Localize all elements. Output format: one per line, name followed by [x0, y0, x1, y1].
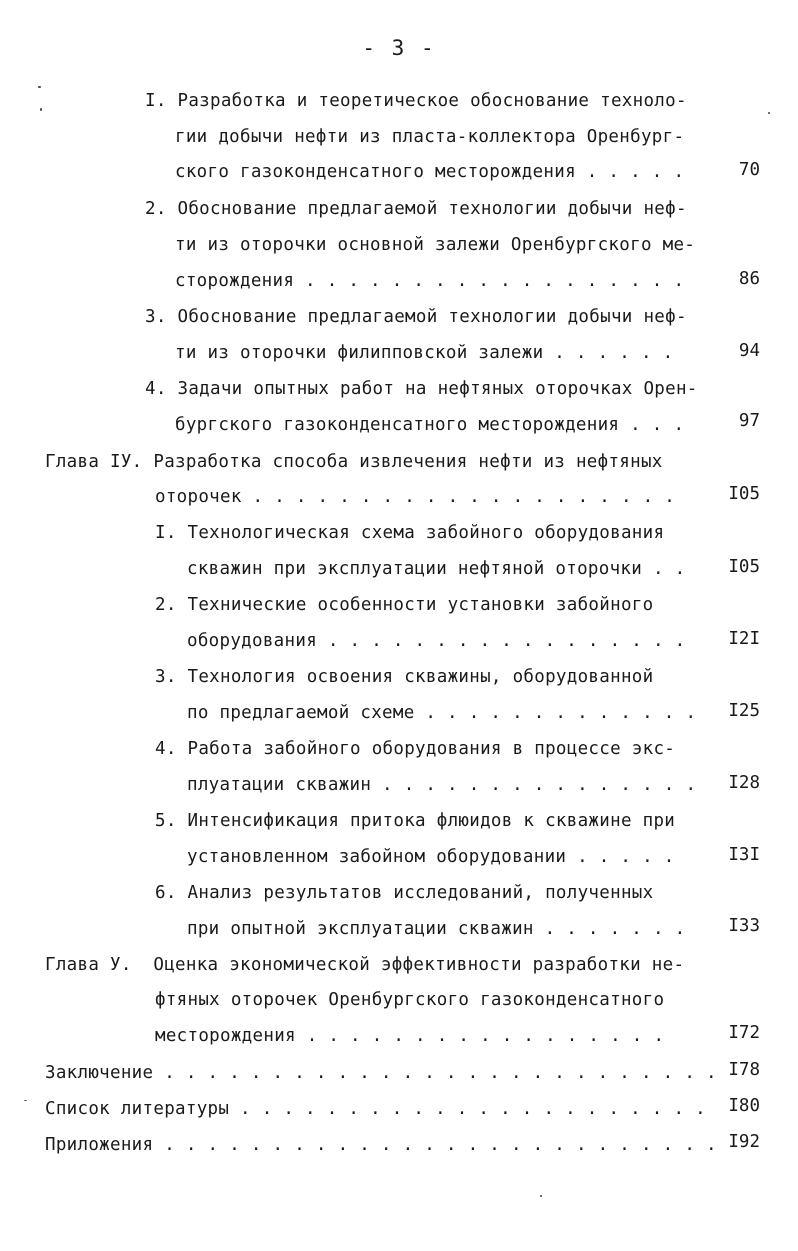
toc-page-ref: I78 — [728, 1060, 760, 1080]
toc-page-ref: I72 — [728, 1023, 760, 1043]
toc-page-ref: 97 — [738, 411, 760, 431]
toc-line: 2. Технические особенности установки забойного — [155, 595, 654, 615]
toc-line: Глава У. Оценка экономической эффективности разработки не- — [45, 955, 685, 975]
toc-page-ref: I80 — [728, 1096, 760, 1116]
toc-page-ref: I28 — [728, 773, 760, 793]
toc-line: установленном забойном оборудовании . . . . . — [187, 847, 675, 867]
scan-speck — [38, 86, 41, 88]
toc-page-ref: I92 — [728, 1132, 760, 1152]
toc-page-ref: 86 — [738, 269, 760, 289]
toc-page-ref: I33 — [728, 916, 760, 936]
toc-line: 4. Работа забойного оборудования в процессе экс- — [155, 739, 676, 759]
toc-page-ref: 70 — [738, 160, 760, 180]
toc-line: ти из оторочки филипповской залежи . . . . . . — [175, 343, 674, 363]
toc-line: по предлагаемой схеме . . . . . . . . . . . . . — [187, 703, 697, 723]
toc-line: при опытной эксплуатации скважин . . . . . . . — [187, 919, 686, 939]
toc-line: Список литературы . . . . . . . . . . . . . . . . . . . . . . — [45, 1099, 706, 1119]
toc-line: сторождения . . . . . . . . . . . . . . . . . . — [175, 271, 685, 291]
toc-line: гии добычи нефти из пласта-коллектора Оренбург- — [175, 127, 685, 147]
toc-line: скважин при эксплуатации нефтяной оторочки . . — [187, 559, 686, 579]
toc-line: I. Технологическая схема забойного оборудования — [155, 523, 665, 543]
toc-page-ref: I05 — [728, 557, 760, 577]
scan-speck — [40, 108, 42, 111]
toc-line: месторождения . . . . . . . . . . . . . . . . . — [155, 1026, 665, 1046]
toc-line: Приложения . . . . . . . . . . . . . . . . . . . . . . . . . . — [45, 1135, 717, 1155]
toc-line: 3. Технология освоения скважины, оборудованной — [155, 667, 654, 687]
toc-page-ref: I3I — [728, 845, 760, 865]
toc-line: плуатации скважин . . . . . . . . . . . . . . . — [187, 775, 697, 795]
toc-line: 5. Интенсификация притока флюидов к скважине при — [155, 811, 676, 831]
toc-page-ref: I2I — [728, 629, 760, 649]
toc-line: оборудования . . . . . . . . . . . . . . . . . — [187, 631, 686, 651]
scan-speck — [768, 112, 770, 114]
toc-line: бургского газоконденсатного месторождения . . . — [175, 415, 685, 435]
scan-speck — [540, 1195, 542, 1197]
toc-line: I. Разработка и теоретическое обоснование техноло- — [145, 91, 687, 111]
toc-line: ти из оторочки основной залежи Оренбургского ме- — [175, 235, 696, 255]
toc-line: Заключение . . . . . . . . . . . . . . . . . . . . . . . . . . — [45, 1063, 717, 1083]
toc-line: Глава IУ. Разработка способа извлечения нефти из нефтяных — [45, 452, 663, 472]
toc-page-ref: I05 — [728, 484, 760, 504]
scan-speck — [24, 1100, 27, 1101]
toc-page-ref: 94 — [738, 341, 760, 361]
page-number: - 3 - — [362, 36, 436, 60]
toc-line: фтяных оторочек Оренбургского газоконденсатного — [155, 990, 665, 1010]
toc-line: 3. Обоснование предлагаемой технологии добычи неф- — [145, 307, 687, 327]
toc-line: ского газоконденсатного месторождения . . . . . — [175, 162, 685, 182]
toc-line: 2. Обоснование предлагаемой технологии добычи неф- — [145, 199, 687, 219]
toc-line: оторочек . . . . . . . . . . . . . . . . . . . . — [155, 487, 676, 507]
toc-line: 4. Задачи опытных работ на нефтяных оторочках Орен- — [145, 379, 698, 399]
toc-line: 6. Анализ результатов исследований, полученных — [155, 883, 654, 903]
toc-page-ref: I25 — [728, 701, 760, 721]
